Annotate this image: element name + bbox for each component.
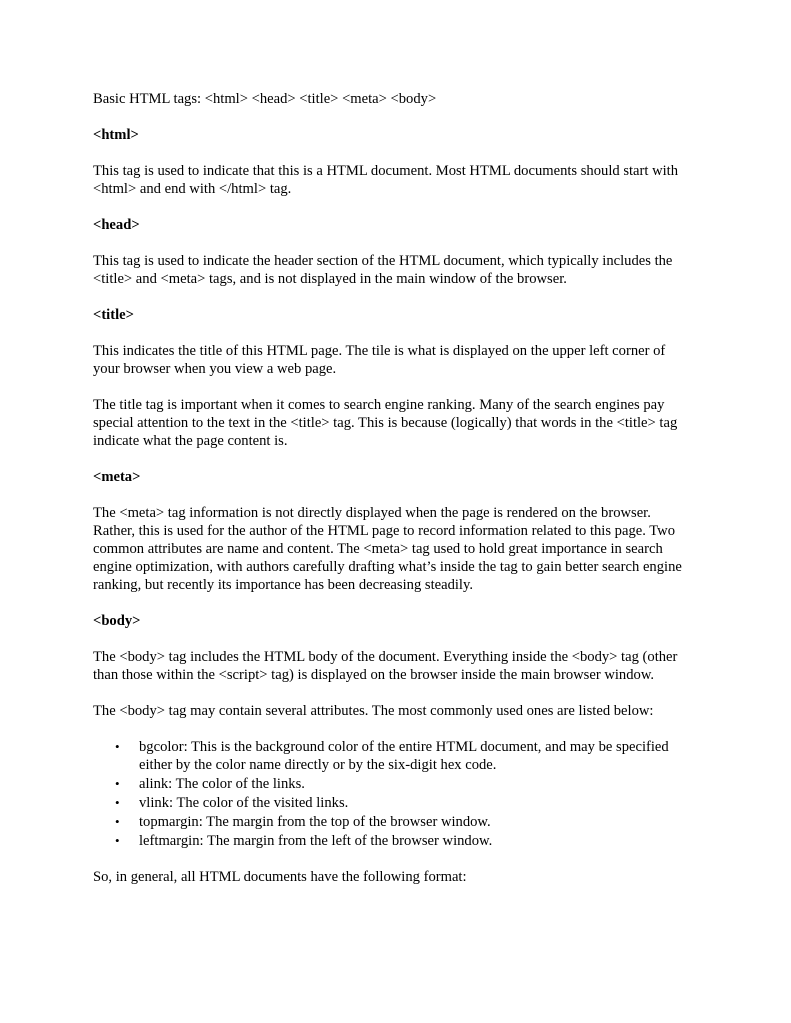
list-item-text: topmargin: The margin from the top of the browser window. [139, 814, 491, 830]
bullet-icon: • [115, 739, 120, 754]
list-item-text: bgcolor: This is the background color of the entire HTML document, and may be specified either by the color name directly or by the six-digit hex code. [139, 739, 669, 773]
html-paragraph: This tag is used to indicate that this is a HTML document. Most HTML documents should start with <html> and end with </html> tag. [93, 163, 679, 197]
document-page [93, 90, 693, 904]
meta-paragraph: The <meta> tag information is not directly displayed when the page is rendered on the browser. Rather, this is used for the author of the HTML page to record information related to this page. Two common attributes are name and content. The <meta> tag used to hold great importance in search engine optimization, with authors carefully drafting what’s inside the tag to gain better search engine ranking, but recently its importance has been decreasing steadily. [93, 505, 682, 593]
intro-text: Basic HTML tags: <html> <head> <title> <meta> <body> [93, 91, 437, 107]
section-heading-title: <title> [93, 307, 134, 323]
section-heading-head: <head> [93, 217, 140, 233]
section-heading-meta: <meta> [93, 469, 141, 485]
list-item [115, 775, 693, 793]
bullet-icon: • [115, 795, 120, 810]
body-attributes-list [93, 738, 693, 850]
list-item-text: vlink: The color of the visited links. [139, 795, 349, 811]
body-paragraph-2: The <body> tag may contain several attributes. The most commonly used ones are listed below: [93, 703, 654, 719]
list-item [115, 738, 693, 774]
list-item-text: leftmargin: The margin from the left of the browser window. [139, 833, 493, 849]
bullet-icon: • [115, 833, 120, 848]
body-paragraph-1: The <body> tag includes the HTML body of the document. Everything inside the <body> tag (other than those within the <script> tag) is displayed on the browser inside the main browser window. [93, 649, 678, 683]
title-paragraph-2: The title tag is important when it comes to search engine ranking. Many of the search engines pay special attention to the text in the <title> tag. This is because (logically) that words in the <title> tag indicate what the page content is. [93, 397, 678, 449]
closing-text: So, in general, all HTML documents have the following format: [93, 869, 467, 885]
section-heading-body: <body> [93, 613, 141, 629]
list-item [115, 813, 693, 831]
title-paragraph-1: This indicates the title of this HTML page. The tile is what is displayed on the upper left corner of your browser when you view a web page. [93, 343, 666, 377]
list-item [115, 832, 693, 850]
head-paragraph: This tag is used to indicate the header section of the HTML document, which typically includes the <title> and <meta> tags, and is not displayed in the main window of the browser. [93, 253, 673, 287]
section-heading-html: <html> [93, 127, 139, 143]
list-item-text: alink: The color of the links. [139, 776, 305, 792]
list-item [115, 794, 693, 812]
bullet-icon: • [115, 814, 120, 829]
bullet-icon: • [115, 776, 120, 791]
